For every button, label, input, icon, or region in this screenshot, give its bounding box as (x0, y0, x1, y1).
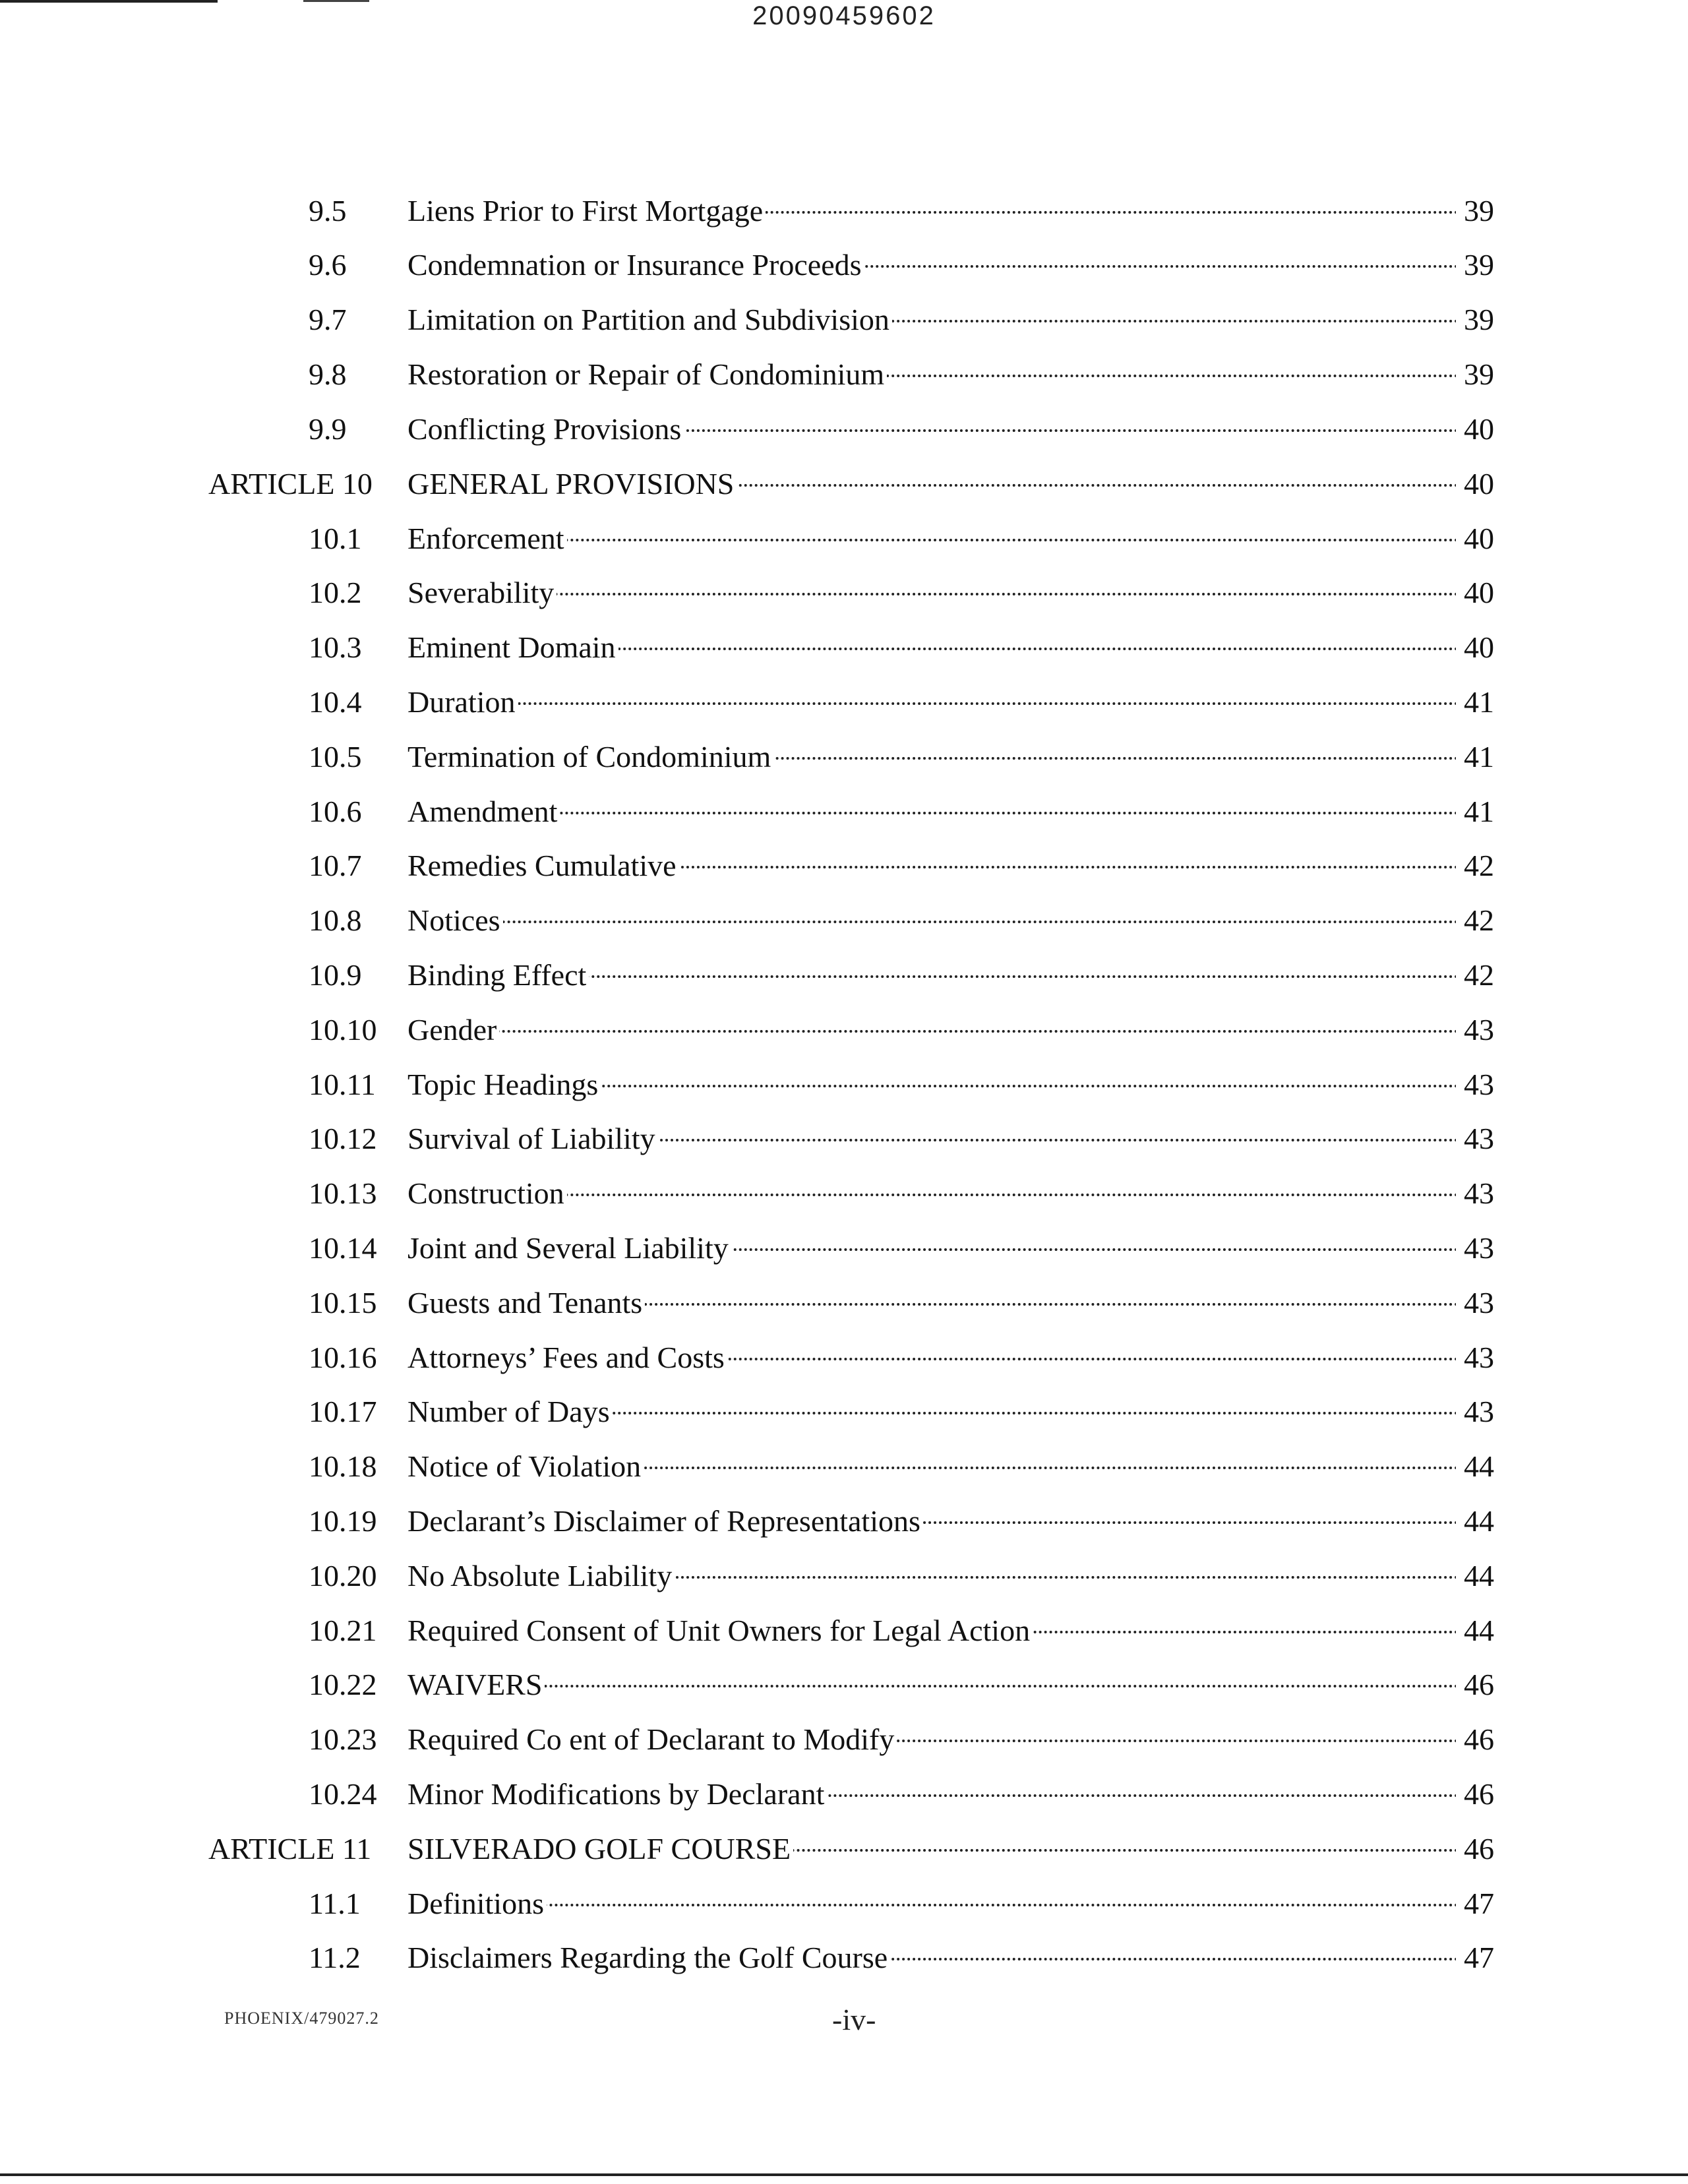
toc-entry-number: 10.9 (309, 958, 362, 992)
toc-entry-title: Construction (407, 1174, 567, 1213)
toc-entry (0, 846, 1688, 900)
toc-entry-page: 46 (1456, 1720, 1494, 1759)
toc-entry-number: 10.21 (309, 1614, 377, 1647)
toc-entry-page: 40 (1456, 628, 1494, 667)
toc-dot-leader (407, 539, 1490, 541)
toc-entry-number: 10.5 (309, 740, 362, 774)
toc-entry-title: Condemnation or Insurance Proceeds (407, 245, 864, 285)
toc-entry-number: 10.16 (309, 1341, 377, 1374)
toc-entry-page: 46 (1456, 1774, 1494, 1814)
toc-entry-page: 41 (1456, 737, 1494, 777)
toc-entry-title: Gender (407, 1010, 499, 1050)
toc-entry (0, 410, 1688, 464)
toc-entry-title: Attorneys’ Fees and Costs (407, 1338, 727, 1378)
toc-entry-title: Minor Modifications by Declarant (407, 1774, 827, 1814)
toc-entry-page: 43 (1456, 1338, 1494, 1378)
toc-entry (0, 1447, 1688, 1501)
toc-entry-page: 44 (1456, 1502, 1494, 1541)
toc-entry (0, 245, 1688, 299)
toc-entry-number: 10.13 (309, 1176, 377, 1210)
toc-entry-page: 40 (1456, 410, 1494, 449)
toc-entry-title: Restoration or Repair of Condominium (407, 355, 887, 394)
toc-entry (0, 1774, 1688, 1829)
footer-document-id: PHOENIX/479027.2 (224, 2009, 379, 2028)
toc-entry-article (0, 1829, 1688, 1883)
toc-entry-page: 41 (1456, 682, 1494, 722)
toc-entry (0, 1502, 1688, 1556)
toc-entry-number: 10.14 (309, 1231, 377, 1265)
toc-dot-leader (407, 1030, 1490, 1033)
document-number: 20090459602 (752, 1, 936, 30)
toc-entry-title: Survival of Liability (407, 1119, 658, 1159)
toc-dot-leader (407, 1904, 1490, 1906)
toc-entry-page: 39 (1456, 245, 1494, 285)
toc-entry-page: 44 (1456, 1556, 1494, 1596)
toc-entry (0, 1065, 1688, 1119)
toc-dot-leader (407, 1194, 1490, 1196)
toc-entry (0, 956, 1688, 1010)
toc-entry-title: No Absolute Liability (407, 1556, 675, 1596)
toc-entry-title: Binding Effect (407, 956, 589, 995)
toc-entry (0, 191, 1688, 245)
toc-entry-number: 11.1 (309, 1887, 361, 1920)
toc-entry (0, 682, 1688, 737)
toc-entry (0, 1556, 1688, 1610)
toc-entry-number: 10.17 (309, 1395, 377, 1428)
toc-entry (0, 1884, 1688, 1938)
toc-entry-page: 43 (1456, 1065, 1494, 1105)
toc-entry-page: 40 (1456, 573, 1494, 613)
toc-entry-title: Topic Headings (407, 1065, 601, 1105)
toc-entry-number: 10.7 (309, 849, 362, 882)
toc-entry-title: Eminent Domain (407, 628, 618, 667)
toc-entry-number: 9.9 (309, 412, 347, 446)
toc-dot-leader (407, 702, 1490, 705)
toc-entry-title: Severability (407, 573, 557, 613)
toc-dot-leader (407, 921, 1490, 923)
toc-entry (0, 1720, 1688, 1774)
toc-entry (0, 1119, 1688, 1173)
toc-entry-title: Number of Days (407, 1392, 613, 1432)
toc-entry-title: Duration (407, 682, 518, 722)
toc-entry (0, 1228, 1688, 1283)
toc-entry-page: 43 (1456, 1392, 1494, 1432)
toc-entry-page: 39 (1456, 355, 1494, 394)
toc-entry-number: 10.20 (309, 1559, 377, 1592)
toc-entry-page: 46 (1456, 1829, 1494, 1869)
toc-entry-page: 46 (1456, 1665, 1494, 1705)
toc-entry-number: 10.22 (309, 1668, 377, 1701)
toc-entry-number: 10.4 (309, 685, 362, 719)
toc-dot-leader (407, 1685, 1490, 1687)
toc-entry-page: 43 (1456, 1010, 1494, 1050)
toc-entry-title: Limitation on Partition and Subdivision (407, 300, 892, 340)
toc-entry (0, 1283, 1688, 1337)
toc-entry (0, 1611, 1688, 1665)
toc-entry-title: Required Consent of Unit Owners for Legal Action (407, 1611, 1033, 1651)
toc-entry-number: 10.10 (309, 1013, 377, 1046)
toc-article-title: SILVERADO GOLF COURSE (407, 1829, 793, 1869)
toc-entry (0, 1392, 1688, 1446)
toc-entry-number: 10.6 (309, 795, 362, 828)
toc-entry (0, 1665, 1688, 1719)
toc-entry-number: 10.3 (309, 630, 362, 664)
toc-entry-title: Definitions (407, 1884, 547, 1924)
toc-entry-title: Amendment (407, 792, 560, 832)
toc-entry-page: 44 (1456, 1447, 1494, 1486)
toc-entry-title: Joint and Several Liability (407, 1228, 731, 1268)
toc-entry-number: 10.24 (309, 1777, 377, 1811)
toc-entry-number: 9.8 (309, 357, 347, 391)
toc-entry-page: 42 (1456, 956, 1494, 995)
toc-entry (0, 573, 1688, 627)
toc-entry-number: 11.2 (309, 1941, 361, 1974)
toc-entry-title: Liens Prior to First Mortgage (407, 191, 766, 231)
toc-dot-leader (407, 593, 1490, 595)
toc-entry-title: Conflicting Provisions (407, 410, 684, 449)
toc-entry-page: 43 (1456, 1283, 1494, 1323)
scan-artifact-rule (0, 2173, 1688, 2176)
toc-entry (0, 792, 1688, 846)
toc-entry-number: 10.19 (309, 1504, 377, 1538)
toc-dot-leader (407, 812, 1490, 814)
toc-entry-number: 10.11 (309, 1068, 376, 1101)
toc-entry-number: 9.5 (309, 194, 347, 228)
toc-entry-page: 43 (1456, 1174, 1494, 1213)
toc-entry (0, 1174, 1688, 1228)
toc-entry-title: Disclaimers Regarding the Golf Course (407, 1938, 890, 1978)
toc-entry (0, 355, 1688, 409)
toc-entry-page: 43 (1456, 1228, 1494, 1268)
toc-entry-page: 47 (1456, 1884, 1494, 1924)
toc-entry-number: 10.1 (309, 522, 362, 555)
toc-entry-title: Remedies Cumulative (407, 846, 679, 886)
toc-entry-page: 42 (1456, 846, 1494, 886)
toc-entry (0, 901, 1688, 955)
toc-entry (0, 628, 1688, 682)
footer-page-number: -iv- (832, 2003, 876, 2036)
toc-article-number: ARTICLE 10 (208, 467, 373, 501)
toc-entry-title: Notices (407, 901, 503, 940)
toc-entry-number: 10.15 (309, 1286, 377, 1320)
toc-entry-title: Declarant’s Disclaimer of Representations (407, 1502, 923, 1541)
toc-article-number: ARTICLE 11 (208, 1832, 372, 1866)
toc-entry-number: 10.18 (309, 1449, 377, 1483)
toc-entry-article (0, 464, 1688, 518)
toc-entry-number: 9.6 (309, 248, 347, 282)
toc-entry-page: 44 (1456, 1611, 1494, 1651)
toc-entry-number: 10.8 (309, 903, 362, 937)
toc-entry-number: 10.2 (309, 576, 362, 609)
toc-entry-page: 39 (1456, 300, 1494, 340)
toc-entry (0, 1010, 1688, 1064)
toc-entry-title: WAIVERS (407, 1665, 545, 1705)
toc-entry-title: Notice of Violation (407, 1447, 644, 1486)
toc-entry-number: 10.23 (309, 1722, 377, 1756)
toc-entry-title: Termination of Condominium (407, 737, 773, 777)
toc-entry-page: 42 (1456, 901, 1494, 940)
toc-entry-page: 40 (1456, 519, 1494, 559)
toc-article-title: GENERAL PROVISIONS (407, 464, 737, 504)
toc-entry-title: Required Co ent of Declarant to Modify (407, 1720, 897, 1759)
toc-entry-number: 9.7 (309, 303, 347, 336)
toc-entry-title: Guests and Tenants (407, 1283, 645, 1323)
toc-entry (0, 300, 1688, 354)
toc-entry (0, 1338, 1688, 1392)
toc-entry-page: 39 (1456, 191, 1494, 231)
toc-entry-page: 43 (1456, 1119, 1494, 1159)
toc-entry (0, 519, 1688, 573)
toc-entry (0, 737, 1688, 791)
toc-entry-page: 47 (1456, 1938, 1494, 1978)
toc-entry-page: 40 (1456, 464, 1494, 504)
toc-entry (0, 1938, 1688, 1992)
toc-entry-page: 41 (1456, 792, 1494, 832)
toc-entry-number: 10.12 (309, 1122, 377, 1155)
toc-entry-title: Enforcement (407, 519, 567, 559)
